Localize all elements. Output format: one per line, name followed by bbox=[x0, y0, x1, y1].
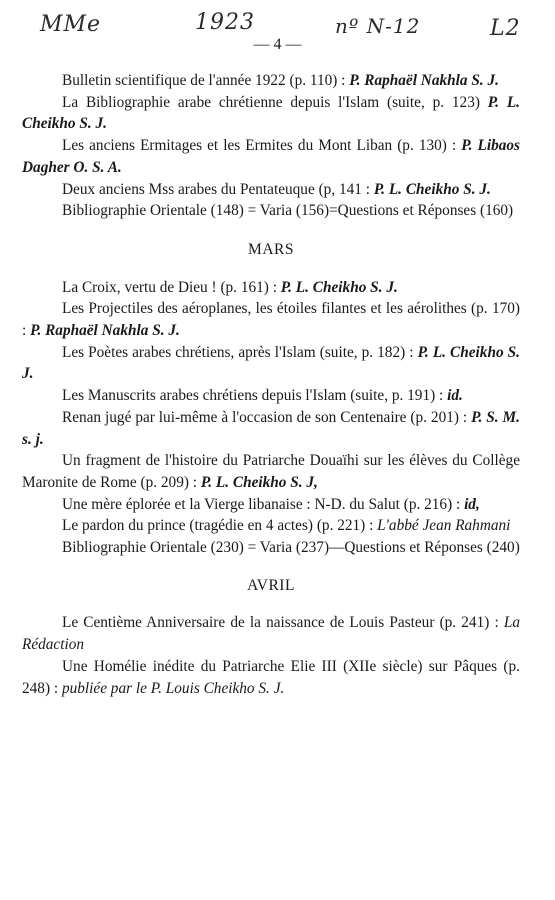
entries-mars bbox=[22, 277, 520, 559]
toc-entry bbox=[22, 277, 520, 299]
handwritten-year: 1923 bbox=[195, 10, 255, 35]
entry-author: P. Raphaël Nakhla S. J. bbox=[30, 322, 180, 340]
entry-author: publiée par le P. Louis Cheikho S. J. bbox=[61, 679, 285, 697]
entry-title: Le Centième Anniversaire de la naissance de Louis Pasteur (p. 241) : bbox=[62, 614, 504, 632]
toc-entry bbox=[22, 385, 520, 407]
entry-title: Un fragment de l'histoire du Patriarche Douaïhi sur les élèves du Collège Maronite de Rome (p. 209) : bbox=[22, 452, 520, 491]
entry-title: Bulletin scientifique de l'année 1922 (p. 110) : bbox=[62, 72, 350, 89]
entry-author: P. L. Cheikho S. J. bbox=[22, 343, 520, 383]
entry-author: P. Libaos Dagher O. S. A. bbox=[22, 137, 520, 176]
toc-entry bbox=[22, 407, 520, 450]
entry-title: Les Poètes arabes chrétiens, après l'Islam (suite, p. 182) : bbox=[62, 343, 418, 361]
entry-title: Bibliographie Orientale (148) = Varia (156)=Questions et Réponses (160) bbox=[62, 202, 514, 220]
entry-title: Bibliographie Orientale (230) = Varia (237)—Questions et Réponses (240) bbox=[62, 539, 520, 557]
entry-author: La Rédaction bbox=[22, 614, 520, 654]
entry-title: Renan jugé par lui-même à l'occasion de son Centenaire (p. 201) : bbox=[62, 408, 472, 426]
entry-title: La Croix, vertu de Dieu ! (p. 161) : bbox=[62, 278, 281, 296]
entry-title: Les anciens Ermitages et les Ermites du Mont Liban (p. 130) : bbox=[62, 137, 462, 155]
entry-author: P. Raphaël Nakhla S. J. bbox=[349, 72, 499, 89]
toc-entry bbox=[22, 135, 520, 178]
entry-title: Les Manuscrits arabes chrétiens depuis l'Islam (suite, p. 191) : bbox=[62, 387, 448, 405]
entry-author: id. bbox=[447, 387, 463, 405]
table-of-contents bbox=[22, 70, 520, 699]
toc-entry bbox=[22, 342, 520, 385]
toc-entry bbox=[22, 92, 520, 135]
toc-entry bbox=[22, 179, 520, 201]
entry-title: La Bibliographie arabe chrétienne depuis l'Islam (suite, p. 123) bbox=[62, 93, 488, 111]
entries-february bbox=[22, 70, 520, 222]
entry-author: P. L. Cheikho S. J. bbox=[280, 278, 398, 296]
section-heading-avril: AVRIL bbox=[247, 576, 295, 594]
entry-title: Une Homélie inédite du Patriarche Elie III (XIIe siècle) sur Pâques (p. 248) : bbox=[22, 657, 520, 697]
entry-title: Deux anciens Mss arabes du Pentateuque (p, 141 : bbox=[62, 180, 374, 198]
entry-author: P. L. Cheikho S. J. bbox=[373, 180, 491, 198]
entry-author: P. L. Cheikho S. J, bbox=[200, 473, 318, 491]
entry-title: Les Projectiles des aéroplanes, les étoiles filantes et les aérolithes (p. 170) : bbox=[22, 300, 520, 340]
toc-entry bbox=[22, 656, 520, 699]
entry-title: Une mère éplorée et la Vierge libanaise : N-D. du Salut (p. 216) : bbox=[62, 495, 465, 513]
toc-entry bbox=[22, 537, 520, 559]
page-number: — 4 — bbox=[253, 36, 302, 53]
toc-entry bbox=[22, 450, 520, 493]
toc-entry bbox=[22, 200, 520, 222]
entry-author: L'abbé Jean Rahmani bbox=[377, 517, 511, 535]
toc-entry bbox=[22, 70, 520, 92]
toc-entry bbox=[22, 494, 520, 516]
toc-entry bbox=[22, 612, 520, 655]
section-heading-mars: MARS bbox=[248, 240, 294, 258]
toc-entry bbox=[22, 298, 520, 341]
handwritten-note-left: MMe bbox=[40, 12, 102, 37]
toc-entry bbox=[22, 515, 520, 537]
entry-author: id, bbox=[464, 495, 480, 513]
entry-author: P. S. M. s. j. bbox=[22, 408, 520, 448]
entries-avril bbox=[22, 612, 520, 699]
entry-title: Le pardon du prince (tragédie en 4 actes) (p. 221) : bbox=[62, 517, 378, 535]
handwritten-note-right: L2 bbox=[490, 16, 521, 41]
handwritten-issue-number: nº N-12 bbox=[335, 14, 421, 38]
entry-author: P. L. Cheikho S. J. bbox=[22, 93, 520, 133]
